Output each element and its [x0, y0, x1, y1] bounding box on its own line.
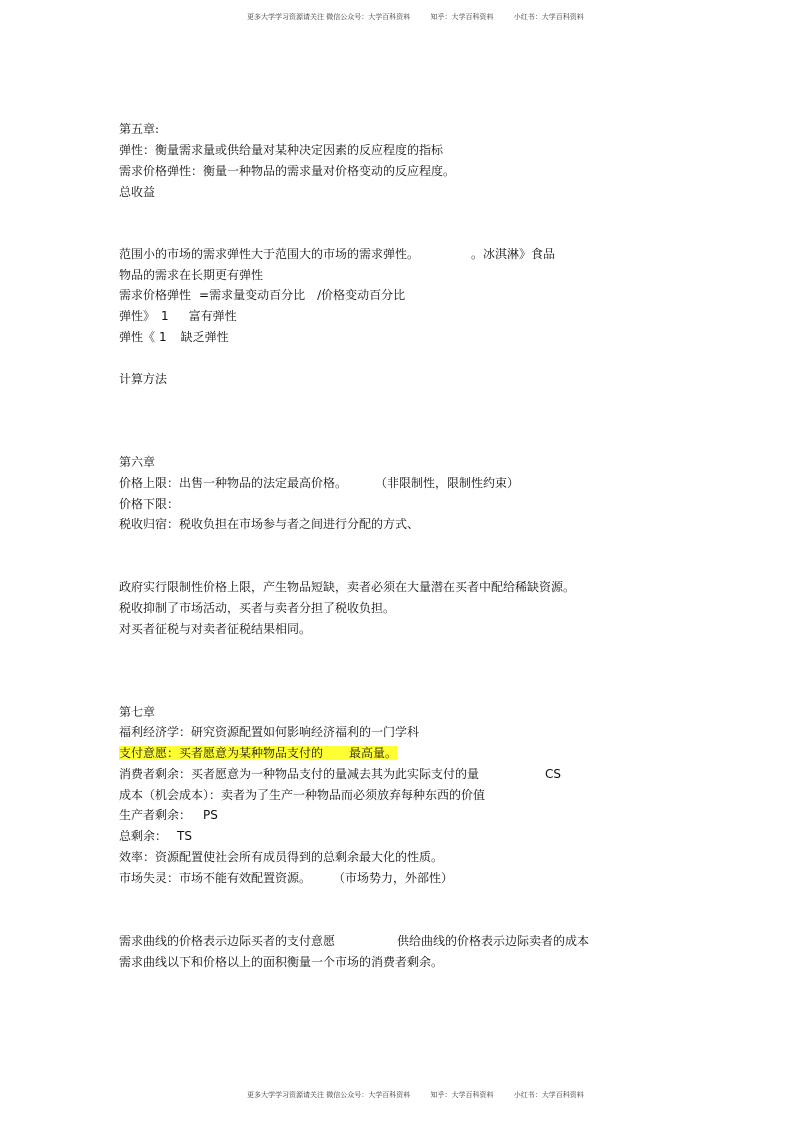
- price-ceiling-note: （非限制性，限制性约束）: [375, 476, 520, 490]
- inelastic-one: 1: [159, 330, 167, 344]
- demand-curve-price: 需求曲线的价格表示边际买者的支付意愿: [119, 934, 336, 948]
- inelastic-desc: 缺乏弹性: [180, 330, 229, 344]
- chapter7-title: 第七章: [119, 705, 156, 719]
- consumer-surplus-area: 需求曲线以下和价格以上的面积衡量一个市场的消费者剩余。: [119, 955, 444, 969]
- tax-equal-line: 对买者征税与对卖者征税结果相同。: [119, 622, 312, 636]
- wtp-max: 最高量。: [349, 746, 398, 760]
- calc-method: 计算方法: [119, 372, 168, 386]
- tax-incidence: 税收归宿：税收负担在市场参与者之间进行分配的方式、: [119, 517, 420, 531]
- market-failure-def: 市场失灵：市场不能有效配置资源。: [119, 871, 312, 885]
- willingness-to-pay-line: [119, 745, 397, 761]
- producer-surplus-label: 生产者剩余：: [119, 808, 192, 822]
- header-xiaohongshu: 小红书：大学百科资料: [513, 13, 584, 21]
- header-zhihu: 知乎：大学百科资料: [430, 13, 494, 21]
- formula-denominator: /价格变动百分比: [317, 288, 406, 302]
- footer-wechat: 更多大学学习资源请关注 微信公众号：大学百科资料: [247, 1091, 411, 1099]
- header-wechat: 更多大学学习资源请关注 微信公众号：大学百科资料: [247, 13, 411, 21]
- consumer-surplus-def: 消费者剩余：买者愿意为一种物品支付的量减去其为此实际支付的量: [119, 767, 480, 781]
- market-failure-line: [119, 870, 453, 886]
- total-surplus-line: [119, 828, 192, 844]
- efficiency-def: 效率：资源配置使社会所有成员得到的总剩余最大化的性质。: [119, 850, 444, 864]
- market-failure-note: （市场势力，外部性）: [333, 871, 454, 885]
- formula-label: 需求价格弹性: [119, 288, 192, 302]
- cs-abbr: CS: [545, 767, 562, 781]
- long-run-line: 物品的需求在长期更有弹性: [119, 268, 264, 282]
- shortage-line: 政府实行限制性价格上限，产生物品短缺，卖者必须在大量潜在买者中配给稀缺资源。: [119, 580, 576, 594]
- tax-burden-line: 税收抑制了市场活动，买者与卖者分担了税收负担。: [119, 601, 396, 615]
- curve-price-line: [119, 933, 589, 949]
- footer-xiaohongshu: 小红书：大学百科资料: [513, 1091, 584, 1099]
- elastic-desc: 富有弹性: [188, 309, 237, 323]
- ps-abbr: PS: [203, 808, 218, 822]
- formula-line: [119, 287, 405, 303]
- narrow-market-line: [119, 246, 555, 262]
- elastic-line: [119, 308, 237, 324]
- wtp-def: 支付意愿：买者愿意为某种物品支付的: [119, 746, 324, 760]
- narrow-market-text: 范围小的市场的需求弹性大于范围大的市场的需求弹性。: [119, 247, 420, 261]
- elastic-label: 弹性》: [119, 309, 156, 323]
- price-floor: 价格下限：: [119, 497, 180, 511]
- welfare-economics: 福利经济学：研究资源配置如何影响经济福利的一门学科: [119, 725, 420, 739]
- ts-abbr: TS: [177, 829, 192, 843]
- cost-def: 成本（机会成本）：卖者为了生产一种物品而必须放弃每种东西的价值: [119, 788, 486, 802]
- inelastic-label: 弹性《: [119, 330, 156, 344]
- elasticity-def: 弹性：衡量需求量或供给量对某种决定因素的反应程度的指标: [119, 143, 444, 157]
- total-surplus-label: 总剩余：: [119, 829, 168, 843]
- consumer-surplus-line: [119, 766, 561, 782]
- chapter5-title: 第五章:: [119, 122, 160, 136]
- price-ceiling-def: 价格上限：出售一种物品的法定最高价格。: [119, 476, 348, 490]
- price-ceiling-line: [119, 475, 519, 491]
- footer-zhihu: 知乎：大学百科资料: [430, 1091, 494, 1099]
- inelastic-line: [119, 329, 229, 345]
- wtp-highlight: [119, 746, 397, 760]
- icecream-food: 。冰淇淋》食品: [471, 247, 556, 261]
- formula-numerator: =需求量变动百分比: [199, 288, 306, 302]
- total-revenue: 总收益: [119, 185, 156, 199]
- elastic-one: 1: [161, 309, 169, 323]
- producer-surplus-line: [119, 807, 218, 823]
- chapter6-title: 第六章: [119, 455, 156, 469]
- price-elasticity-def: 需求价格弹性：衡量一种物品的需求量对价格变动的反应程度。: [119, 164, 456, 178]
- supply-curve-price: 供给曲线的价格表示边际卖者的成本: [397, 934, 590, 948]
